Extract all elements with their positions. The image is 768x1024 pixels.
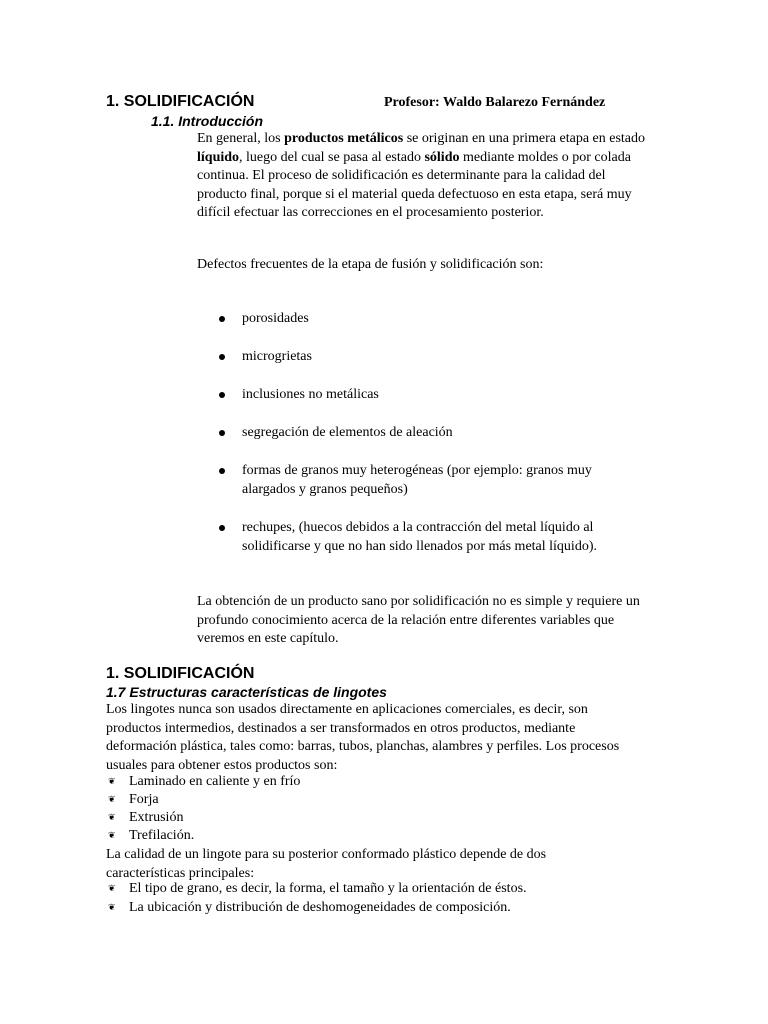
list-item: microgrietas [242,349,312,364]
bullet-icon [219,354,225,360]
list-item: La ubicación y distribución de deshomogeneidades de composición. [129,900,511,915]
list-item: rechupes, (huecos debidos a la contracción del metal líquido al solidificarse y que no han sido llenados por más metal líquido). [242,520,597,554]
professor-label: Profesor: Waldo Balarezo Fernández [384,95,606,110]
conclusion-paragraph: La obtención de un producto sano por solidificación no es simple y requiere un profundo conocimiento acerca de la relación entre diferentes variables que veremos en este capítulo. [197,594,640,646]
list-item: formas de granos muy heterogéneas (por ejemplo: granos muy alargados y granos pequeños) [242,463,592,497]
section-subtitle: 1.1. Introducción [151,113,264,129]
section-title: 1. SOLIDIFICACIÓN [106,665,255,682]
list-item: El tipo de grano, es decir, la forma, el tamaño y la orientación de éstos. [129,881,527,896]
wingding-bullet-icon: ❦ [108,903,116,913]
bullet-icon [219,392,225,398]
section-subtitle: 1.7 Estructuras características de lingotes [106,684,387,700]
bullet-icon [219,430,225,436]
list-item: inclusiones no metálicas [242,387,379,402]
defects-intro: Defectos frecuentes de la etapa de fusión y solidificación son: [197,257,544,272]
ingots-paragraph: Los lingotes nunca son usados directamente en aplicaciones comerciales, es decir, son productos intermedios, destinados a ser transformados en otros productos, mediante deformación plástica, tales como: barras, tubos, planchas, alambres y perfiles. Los procesos usuales para obtener estos productos son: [106,702,620,773]
list-item: Laminado en caliente y en frío [129,774,301,789]
bullet-icon [219,525,225,531]
wingding-bullet-icon: ❦ [108,795,116,805]
bullet-icon [219,316,225,322]
page-title: 1. SOLIDIFICACIÓN [106,93,255,110]
list-item: Extrusión [129,810,184,825]
list-item: segregación de elementos de aleación [242,425,453,440]
wingding-bullet-icon: ❦ [108,884,116,894]
wingding-bullet-icon: ❦ [108,813,116,823]
list-item: porosidades [242,311,309,326]
list-item: Trefilación. [129,828,195,843]
wingding-bullet-icon: ❦ [108,831,116,841]
quality-paragraph: La calidad de un lingote para su posterior conformado plástico depende de dos características principales: [106,847,547,881]
intro-paragraph: En general, los productos metálicos se originan en una primera etapa en estado líquido, luego del cual se pasa al estado sólido mediante moldes o por colada continua. El proceso de solidificación es determinante para la calidad del producto final, porque si el material queda defectuoso en esta etapa, será muy difícil efectuar las correcciones en el procesamiento posterior. [197,131,646,220]
bullet-icon [219,468,225,474]
wingding-bullet-icon: ❦ [108,777,116,787]
list-item: Forja [129,792,159,807]
